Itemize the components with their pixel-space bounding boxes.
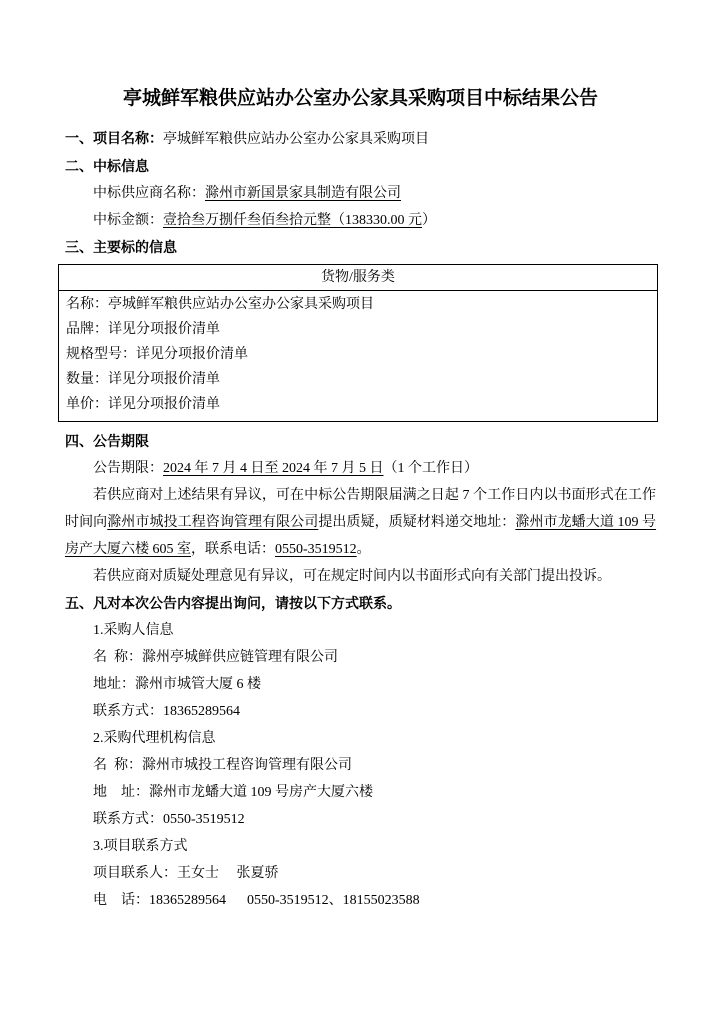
section-1-project-name: [65, 125, 656, 153]
winning-amount-value: 壹拾叁万捌仟叁佰叁拾元整（138330.00 元: [163, 213, 422, 228]
section-3-heading: 三、主要标的信息: [65, 239, 177, 255]
goods-table-body: [59, 291, 657, 421]
agency-name-underlined: 滁州市城投工程咨询管理有限公司: [107, 515, 319, 530]
objection-text-2: 提出质疑，质疑材料递交地址：: [318, 515, 516, 530]
contact-phone-underlined: 0550-3519512: [275, 542, 357, 557]
objection-text-3: ，联系电话：: [191, 542, 275, 557]
agency-address-line: 地 址：滁州市龙蟠大道 109 号房产大厦六楼: [93, 785, 373, 800]
purchaser-group-title: 1.采购人信息: [93, 623, 174, 638]
winning-supplier-value: 滁州市新国景家具制造有限公司: [205, 186, 401, 201]
table-row-unit-price: 单价：详见分项报价清单: [66, 397, 220, 412]
table-row-brand: 品牌：详见分项报价清单: [66, 322, 220, 337]
announcement-period-line: [65, 455, 656, 482]
winning-amount-line: [65, 207, 656, 234]
project-phones-line: 电 话：18365289564 0550-3519512、18155023588: [93, 893, 420, 908]
project-group-title: 3.项目联系方式: [93, 839, 188, 854]
table-row-quantity: 数量：详见分项报价清单: [66, 372, 220, 387]
announcement-period-tail: （1 个工作日）: [383, 461, 478, 476]
complaint-paragraph: 若供应商对质疑处理意见有异议，可在规定时间内以书面形式向有关部门提出投诉。: [93, 569, 611, 584]
agency-name-line: 名 称：滁州市城投工程咨询管理有限公司: [93, 758, 352, 773]
goods-table-header: 货物/服务类: [59, 265, 657, 291]
purchaser-contact-line: 联系方式：18365289564: [93, 704, 240, 719]
section-2-heading: 二、中标信息: [65, 158, 149, 174]
section-5-heading: 五、凡对本次公告内容提出询问，请按以下方式联系。: [65, 595, 401, 611]
table-row-name: 名称：亭城鲜军粮供应站办公室办公家具采购项目: [66, 297, 374, 312]
section-1-heading: 一、项目名称：: [65, 130, 163, 146]
objection-paragraph: [65, 482, 656, 563]
objection-text-1: 若供应商对上述结果有异议，可在中标公告期限届满之日起 7 个工作日内以书面形式在工作时间向: [65, 488, 656, 530]
agency-contact-line: 联系方式：0550-3519512: [93, 812, 245, 827]
winning-supplier-label: 中标供应商名称：: [93, 186, 205, 201]
contact-group-project: [65, 833, 656, 914]
submission-address-underlined: 滁州市龙蟠大道 109 号房产大厦六楼 605 室: [65, 515, 657, 557]
contact-group-purchaser: [65, 617, 656, 725]
announcement-period-value: 2024 年 7 月 4 日至 2024 年 7 月 5 日: [163, 461, 384, 476]
goods-table: [58, 264, 658, 422]
winning-supplier-line: [65, 180, 656, 207]
purchaser-address-line: 地址：滁州市城管大厦 6 楼: [93, 677, 261, 692]
project-name-value: 亭城鲜军粮供应站办公室办公家具采购项目: [163, 132, 429, 147]
contact-group-agency: [65, 725, 656, 833]
project-contacts-line: 项目联系人：王女士 张夏骄: [93, 866, 279, 881]
announcement-period-label: 公告期限：: [93, 461, 163, 476]
table-row-spec: 规格型号：详见分项报价清单: [66, 347, 248, 362]
agency-group-title: 2.采购代理机构信息: [93, 731, 216, 746]
page-title: 亭城鲜军粮供应站办公室办公家具采购项目中标结果公告: [122, 88, 598, 109]
section-4-heading: 四、公告期限: [65, 433, 149, 449]
winning-amount-label: 中标金额：: [93, 213, 163, 228]
winning-amount-tail: ）: [422, 213, 436, 228]
objection-text-4: 。: [356, 542, 371, 557]
purchaser-name-line: 名 称：滁州亭城鲜供应链管理有限公司: [93, 650, 338, 665]
